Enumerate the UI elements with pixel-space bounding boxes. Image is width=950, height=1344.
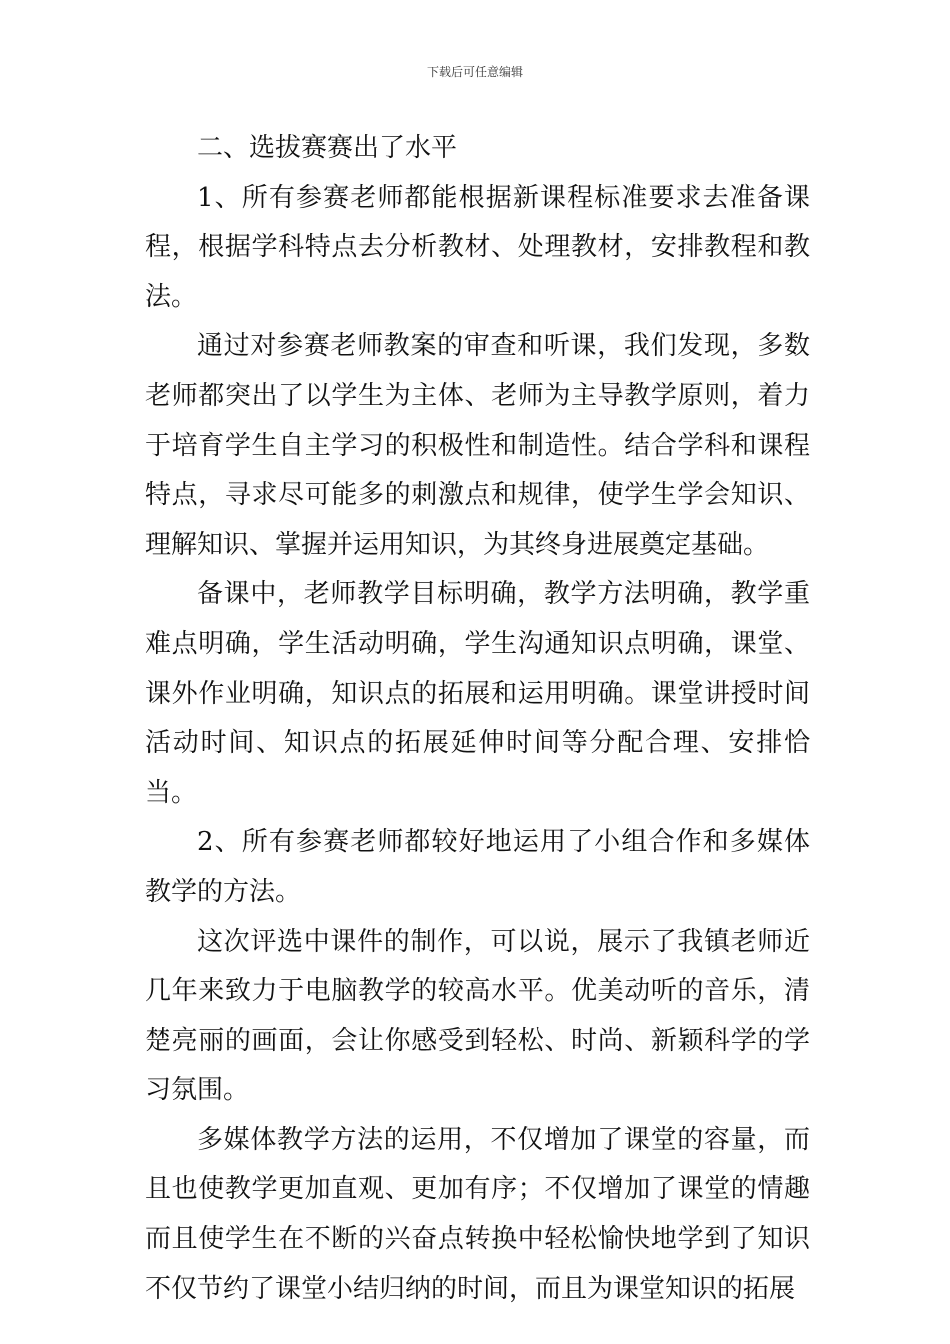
paragraph-1: 1、所有参赛老师都能根据新课程标准要求去准备课程，根据学科特点去分析教材、处理教材，安排教程和教法。 [145,182,810,312]
paragraph-3: 备课中，老师教学目标明确，教学方法明确，教学重难点明确，学生活动明确，学生沟通知识点明确，课堂、课外作业明确，知识点的拓展和运用明确。课堂讲授时间活动时间、知识点的拓展延伸时间等分配合理、安排恰当。 [145,579,810,808]
paragraph-6: 多媒体教学方法的运用，不仅增加了课堂的容量，而且也使教学更加直观、更加有序；不仅增加了课堂的情趣而且使学生在不断的兴奋点转换中轻松愉快地学到了知识不仅节约了课堂小结归纳的时间，而且为课堂知识的拓展 [145,1124,810,1304]
paragraph-5: 这次评选中课件的制作，可以说，展示了我镇老师近几年来致力于电脑教学的较高水平。优美动听的音乐，清楚亮丽的画面，会让你感受到轻松、时尚、新颖科学的学习氛围。 [145,926,810,1106]
document-body [145,124,810,1314]
section-heading: 二、选拔赛赛出了水平 [197,133,458,163]
page-header: 下载后可任意编辑 [426,65,523,79]
paragraph-4: 2、所有参赛老师都较好地运用了小组合作和多媒体教学的方法。 [145,827,810,907]
paragraph-2: 通过对参赛老师教案的审查和听课，我们发现，多数老师都突出了以学生为主体、老师为主导教学原则，着力于培育学生自主学习的积极性和制造性。结合学科和课程特点，寻求尽可能多的刺激点和规律，使学生学会知识、理解知识、掌握并运用知识，为其终身进展奠定基础。 [145,331,810,560]
